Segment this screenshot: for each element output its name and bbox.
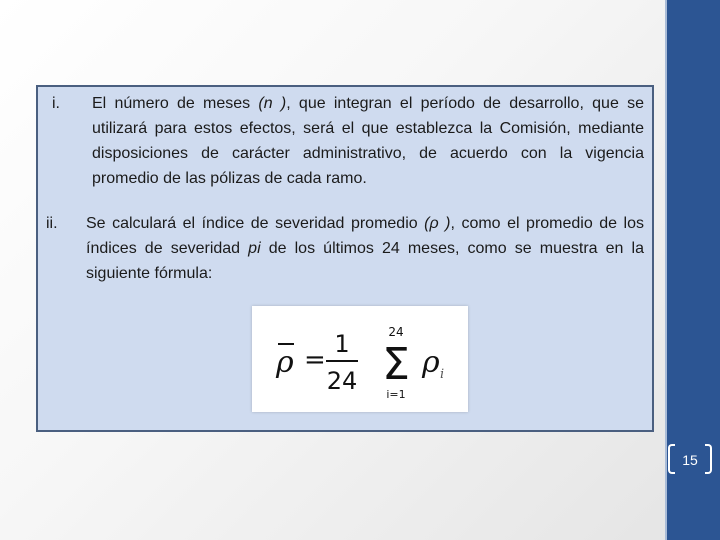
formula-image: [252, 306, 468, 412]
formula-svg: [252, 306, 468, 412]
page-number: 15: [682, 452, 698, 468]
item-text: Se calculará el índice de severidad promedio: [86, 215, 425, 232]
item-emphasis: (ρ ): [424, 215, 451, 232]
item-emphasis: (n ): [258, 95, 287, 112]
item-emphasis: pi: [248, 240, 261, 257]
item-text: , como el promedio de los índices de severidad: [86, 215, 645, 257]
item-text: , que integran el período de desarrollo, que se utilizará para estos efectos, será el que establezca la Comisión, mediante disposiciones de carácter administrativo, de acuerdo con la vigencia promedio de las pólizas de cada ramo.: [92, 95, 644, 187]
sum-lower-limit: i=1: [386, 388, 406, 401]
item-marker-i: i.: [52, 95, 60, 112]
list-item-ii: [86, 211, 644, 286]
item-marker-ii: ii.: [46, 215, 58, 232]
bracket-left-icon: [668, 444, 675, 474]
page-number-badge: [668, 444, 712, 476]
item-text: de los últimos 24 meses, como se muestra en la siguiente fórmula:: [86, 240, 644, 282]
item-text: El número de meses: [92, 95, 259, 112]
term-subscript: i: [440, 367, 445, 382]
bracket-right-icon: [705, 444, 712, 474]
sum-upper-limit: 24: [388, 325, 404, 339]
fraction-numerator: 1: [334, 330, 350, 358]
equals-sign: =: [304, 345, 326, 375]
lhs-rho: ρ: [276, 345, 294, 380]
list-item-i: [92, 91, 644, 191]
sum-symbol: Σ: [382, 339, 410, 390]
fraction-denominator: 24: [326, 367, 358, 395]
term-rho: ρ: [422, 345, 440, 380]
